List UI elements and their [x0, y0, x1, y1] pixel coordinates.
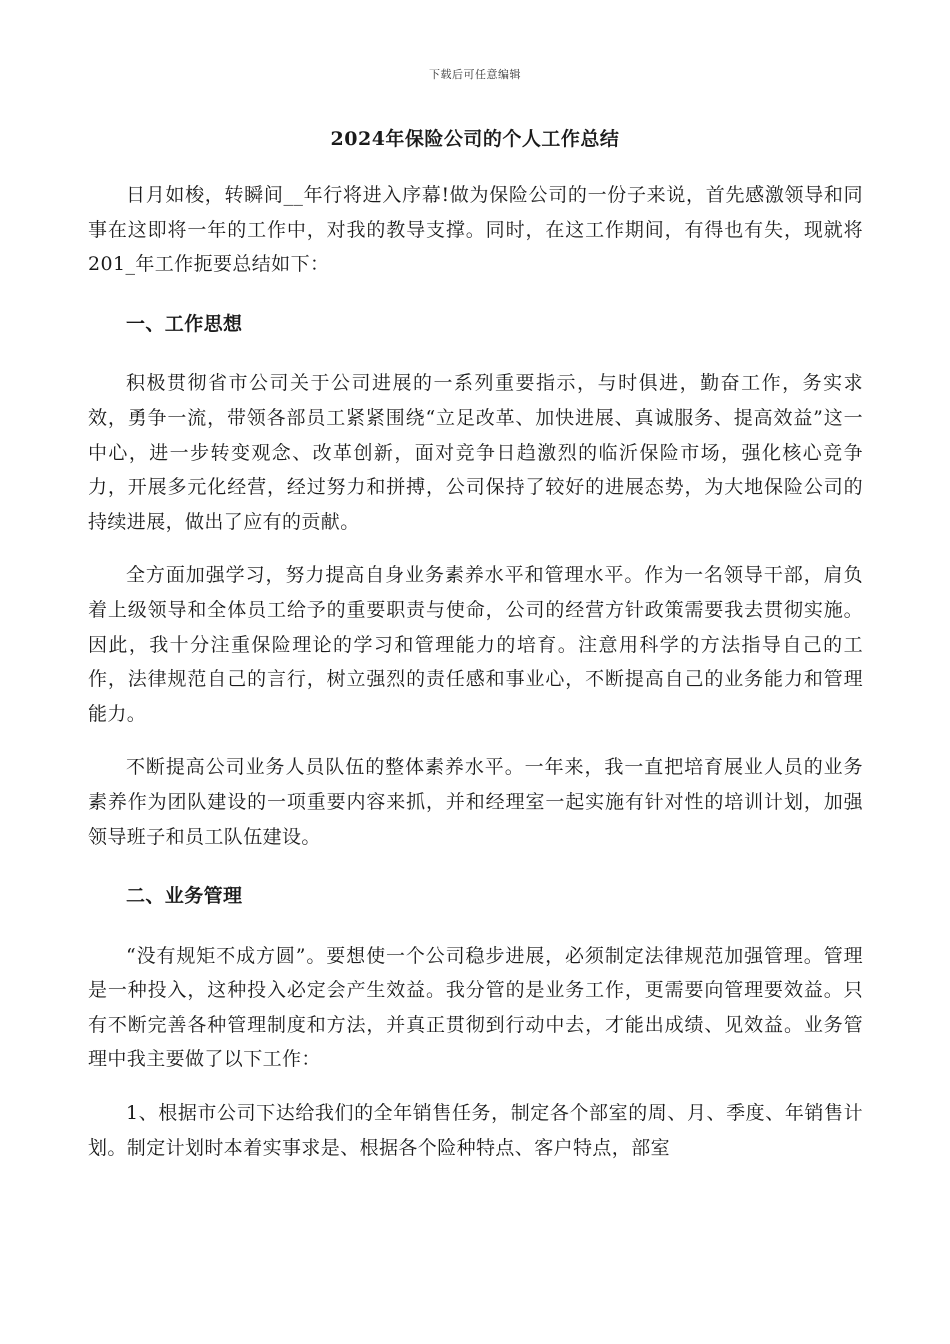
header-note: 下载后可任意编辑: [429, 68, 521, 81]
section2-paragraph-2: 1、根据市公司下达给我们的全年销售任务，制定各个部室的周、月、季度、年销售计划。制定计划时本着实事求是、根据各个险种特点、客户特点，部室: [88, 1102, 863, 1159]
document-body: [88, 178, 863, 1165]
section-heading-2: 二、业务管理: [126, 885, 243, 908]
document-title: 2024年保险公司的个人工作总结: [330, 128, 620, 150]
section1-paragraph-3: 不断提高公司业务人员队伍的整体素养水平。一年来，我一直把培育展业人员的业务素养作为团队建设的一项重要内容来抓，并和经理室一起实施有针对性的培训计划，加强领导班子和员工队伍建设。: [88, 756, 863, 848]
section-heading-1: 一、工作思想: [126, 312, 243, 335]
intro-paragraph: 日月如梭，转瞬间__年行将进入序幕!做为保险公司的一份子来说，首先感激领导和同事在这即将一年的工作中，对我的教导支撑。同时，在这工作期间，有得也有失，现就将201_年工作扼要总结如下：: [88, 184, 863, 276]
section1-paragraph-2: 全方面加强学习，努力提高自身业务素养水平和管理水平。作为一名领导干部，肩负着上级领导和全体员工给予的重要职责与使命，公司的经营方针政策需要我去贯彻实施。因此，我十分注重保险理论的学习和管理能力的培育。注意用科学的方法指导自己的工作，法律规范自己的言行，树立强烈的责任感和事业心，不断提高自己的业务能力和管理能力。: [88, 564, 863, 725]
section1-paragraph-1: 积极贯彻省市公司关于公司进展的一系列重要指示，与时俱进，勤奋工作，务实求效，勇争一流，带领各部员工紧紧围绕“立足改革、加快进展、真诚服务、提高效益”这一中心，进一步转变观念、改革创新，面对竞争日趋激烈的临沂保险市场，强化核心竞争力，开展多元化经营，经过努力和拼搏，公司保持了较好的进展态势，为大地保险公司的持续进展，做出了应有的贡献。: [88, 372, 863, 533]
section2-paragraph-1: “没有规矩不成方圆”。要想使一个公司稳步进展，必须制定法律规范加强管理。管理是一种投入，这种投入必定会产生效益。我分管的是业务工作，更需要向管理要效益。只有不断完善各种管理制度和方法，并真正贯彻到行动中去，才能出成绩、见效益。业务管理中我主要做了以下工作：: [88, 944, 863, 1071]
